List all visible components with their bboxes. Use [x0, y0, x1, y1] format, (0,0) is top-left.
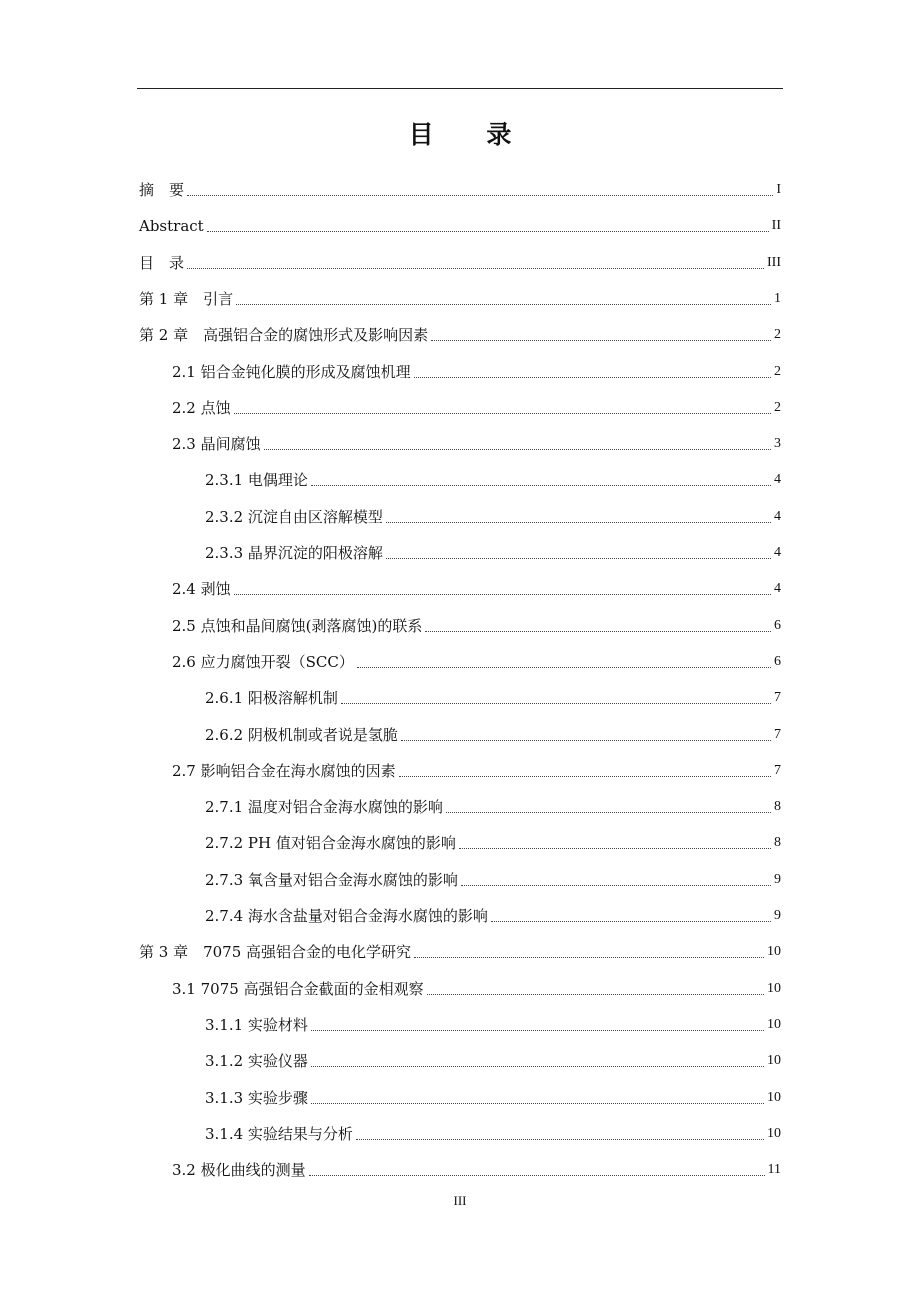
toc-leader-dots	[234, 594, 771, 595]
toc-entry[interactable]	[205, 866, 781, 890]
toc-leader-dots	[431, 340, 771, 341]
toc-entry[interactable]	[172, 975, 781, 999]
toc-leader-dots	[386, 522, 771, 523]
toc-entry-page: III	[767, 254, 781, 270]
toc-entry-page: 2	[774, 363, 781, 379]
toc-leader-dots	[264, 449, 771, 450]
toc-entry-label: 2.6 应力腐蚀开裂（SCC）	[172, 652, 354, 671]
toc-entry-page: 3	[774, 436, 781, 452]
toc-leader-dots	[414, 377, 771, 378]
toc-leader-dots	[425, 631, 771, 632]
toc-leader-dots	[236, 304, 771, 305]
toc-entry-label: 3.1.3 实验步骤	[205, 1088, 308, 1107]
toc-entry-label: 目 录	[139, 253, 185, 272]
toc-entry-label: 2.1 铝合金钝化膜的形成及腐蚀机理	[172, 362, 411, 381]
toc-leader-dots	[459, 848, 771, 849]
toc-entry[interactable]	[172, 1156, 781, 1180]
toc-leader-dots	[399, 776, 771, 777]
toc-entry-page: 6	[774, 653, 781, 669]
toc-entry-page: 10	[767, 1125, 781, 1141]
toc-entry-label: 第 3 章 7075 高强铝合金的电化学研究	[139, 943, 412, 962]
toc-entry-label: 摘 要	[139, 181, 185, 199]
toc-entry[interactable]	[205, 1120, 781, 1144]
toc-entry[interactable]	[139, 176, 781, 200]
toc-entry-page: 11	[767, 1162, 781, 1178]
toc-entry-label: 2.6.1 阳极溶解机制	[205, 689, 338, 708]
toc-leader-dots	[309, 1175, 765, 1176]
toc-leader-dots	[311, 1103, 764, 1104]
toc-entry-label: 2.3.1 电偶理论	[205, 471, 308, 490]
toc-entry[interactable]	[205, 684, 781, 708]
toc-entry[interactable]	[205, 1011, 781, 1035]
toc-leader-dots	[357, 667, 771, 668]
toc-entry-label: 第 2 章 高强铝合金的腐蚀形式及影响因素	[139, 326, 429, 345]
toc-entry-label: 3.1.2 实验仪器	[205, 1052, 308, 1071]
toc-entry-label: 2.7.1 温度对铝合金海水腐蚀的影响	[205, 798, 443, 817]
toc-entry-label: Abstract	[139, 217, 204, 236]
toc-entry-page: 7	[774, 762, 781, 778]
toc-entry[interactable]	[172, 575, 781, 599]
page-title: 目 录	[408, 120, 534, 149]
toc-entry-label: 2.7 影响铝合金在海水腐蚀的因素	[172, 761, 396, 780]
toc-entry[interactable]	[139, 249, 781, 273]
toc-leader-dots	[491, 921, 771, 922]
toc-leader-dots	[207, 231, 769, 232]
toc-entry-page: II	[771, 218, 781, 234]
toc-entry-page: 4	[774, 508, 781, 524]
toc-entry[interactable]	[139, 321, 781, 345]
toc-leader-dots	[386, 558, 771, 559]
toc-entry-label: 3.1.4 实验结果与分析	[205, 1124, 353, 1143]
toc-entry-page: 10	[767, 1089, 781, 1105]
toc-entry-page: 9	[774, 908, 781, 923]
toc-leader-dots	[311, 485, 771, 486]
toc-entry[interactable]	[172, 430, 781, 454]
toc-entry[interactable]	[205, 1047, 781, 1071]
toc-entry[interactable]	[139, 285, 781, 309]
footer-page-number: III	[453, 1193, 467, 1208]
toc-leader-dots	[427, 994, 764, 995]
toc-leader-dots	[414, 957, 764, 958]
toc-entry[interactable]	[205, 466, 781, 490]
toc-entry-page: 4	[774, 472, 781, 488]
toc-entry-page: 2	[774, 399, 781, 415]
toc-entry-page: 9	[774, 871, 781, 887]
toc-entry[interactable]	[139, 212, 781, 236]
toc-entry-page: 10	[767, 980, 781, 996]
toc-leader-dots	[446, 812, 771, 813]
toc-entry-label: 2.3.2 沉淀自由区溶解模型	[205, 507, 383, 526]
toc-leader-dots	[187, 268, 764, 269]
toc-leader-dots	[356, 1139, 764, 1140]
toc-entry-page: 7	[774, 726, 781, 742]
toc-entry[interactable]	[205, 793, 781, 817]
toc-entry-page: I	[776, 182, 781, 197]
toc-leader-dots	[234, 413, 771, 414]
toc-leader-dots	[461, 885, 771, 886]
toc-entry-label: 2.3 晶间腐蚀	[172, 435, 261, 454]
toc-entry[interactable]	[172, 648, 781, 672]
toc-entry-page: 8	[774, 835, 781, 851]
toc-entry[interactable]	[172, 394, 781, 418]
toc-entry[interactable]	[205, 539, 781, 563]
toc-entry-page: 10	[767, 1016, 781, 1032]
toc-entry[interactable]	[205, 829, 781, 853]
toc-entry[interactable]	[172, 612, 781, 636]
toc-entry[interactable]	[205, 902, 781, 926]
toc-entry-label: 2.2 点蚀	[172, 398, 231, 417]
toc-entry-label: 3.1.1 实验材料	[205, 1015, 308, 1034]
toc-entry[interactable]	[172, 757, 781, 781]
toc-entry-label: 2.4 剥蚀	[172, 580, 231, 599]
toc-entry-page: 10	[767, 1053, 781, 1069]
toc-entry-page: 8	[774, 799, 781, 815]
toc-entry-label: 第 1 章 引言	[139, 289, 234, 308]
toc-entry[interactable]	[205, 721, 781, 745]
toc-entry[interactable]	[139, 938, 781, 962]
toc-entry-label: 2.3.3 晶界沉淀的阳极溶解	[205, 544, 383, 562]
toc-entry[interactable]	[205, 503, 781, 527]
toc-leader-dots	[311, 1030, 764, 1031]
toc-entry-page: 7	[774, 690, 781, 706]
toc-entry-label: 3.2 极化曲线的测量	[172, 1161, 306, 1180]
toc-leader-dots	[341, 703, 771, 704]
toc-leader-dots	[401, 740, 771, 741]
toc-entry-label: 2.6.2 阴极机制或者说是氢脆	[205, 725, 398, 744]
toc-entry-page: 4	[774, 581, 781, 597]
toc-entry-page: 4	[774, 545, 781, 560]
toc-entry-page: 1	[774, 290, 781, 306]
toc-entry-page: 6	[774, 617, 781, 633]
toc-entry-page: 2	[774, 327, 781, 343]
toc-entry[interactable]	[205, 1084, 781, 1108]
toc-entry-page: 10	[767, 944, 781, 960]
toc-leader-dots	[187, 195, 773, 196]
toc-entry-label: 2.5 点蚀和晶间腐蚀(剥落腐蚀)的联系	[172, 616, 423, 635]
toc-entry-label: 2.7.4 海水含盐量对铝合金海水腐蚀的影响	[205, 907, 488, 925]
toc-entry[interactable]	[172, 358, 781, 382]
toc-leader-dots	[311, 1066, 764, 1067]
toc-entry-label: 2.7.3 氧含量对铝合金海水腐蚀的影响	[205, 870, 458, 889]
toc-entry-label: 3.1 7075 高强铝合金截面的金相观察	[172, 979, 424, 998]
toc-entry-label: 2.7.2 PH 值对铝合金海水腐蚀的影响	[205, 834, 456, 853]
